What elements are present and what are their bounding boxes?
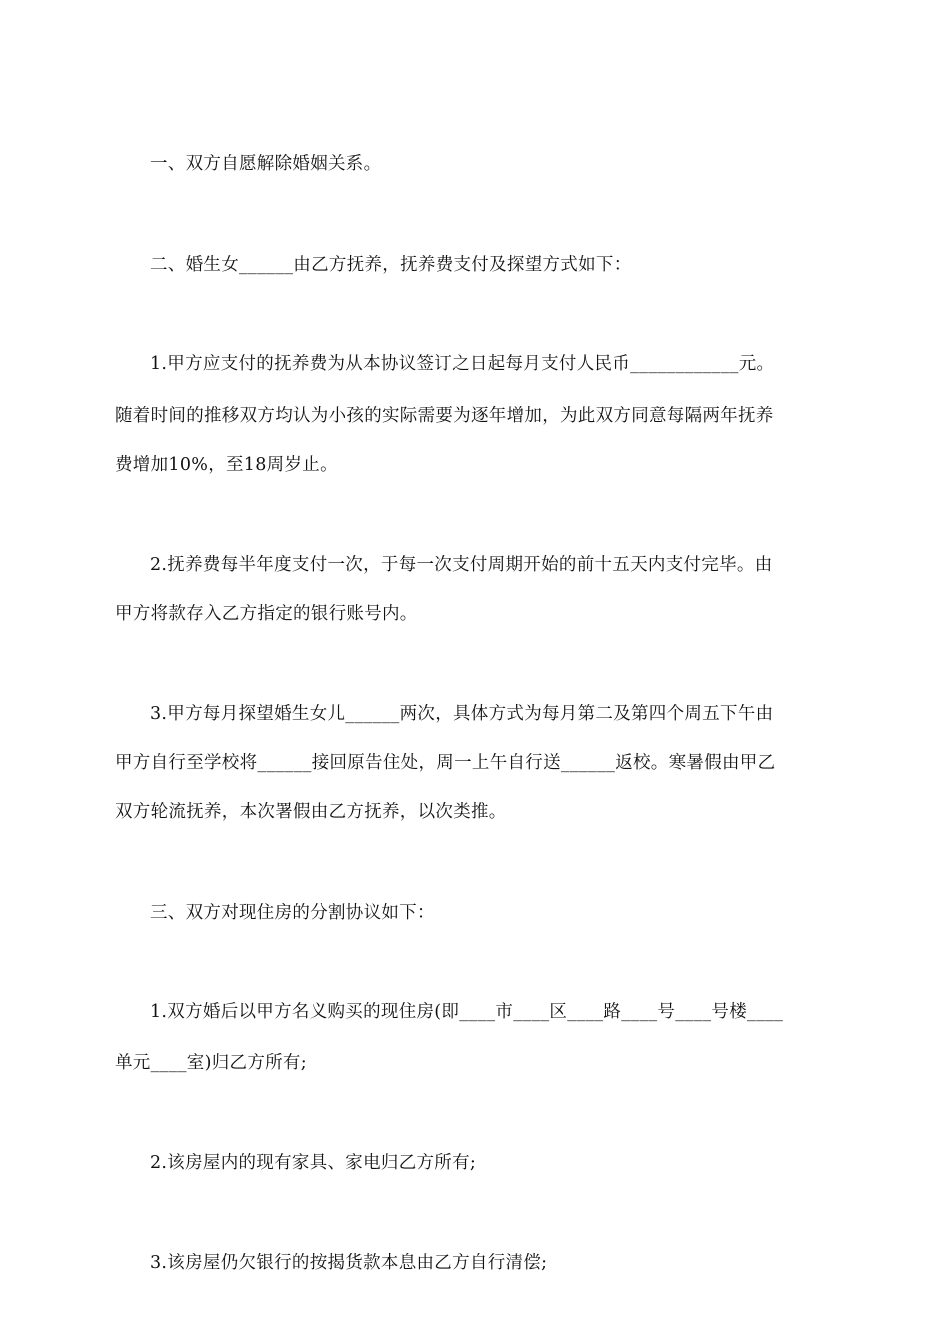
clause-2-1-line-2: 随着时间的推移双方均认为小孩的实际需要为逐年增加，为此双方同意每隔两年抚养: [115, 406, 774, 426]
clause-3-3-line: 3.该房屋仍欠银行的按揭货款本息由乙方自行清偿;: [150, 1253, 548, 1273]
clause-2-1-line-3: 费增加10%，至18周岁止。: [115, 455, 338, 475]
clause-2-3-line-2: 甲方自行至学校将______接回原告住处，周一上午自行送______返校。寒暑假由甲乙: [115, 753, 776, 773]
clause-2-2-line-1: 2.抚养费每半年度支付一次，于每一次支付周期开始的前十五天内支付完毕。由: [150, 555, 773, 575]
clause-3-line: 三、双方对现住房的分割协议如下：: [150, 903, 435, 923]
clause-3-2-line: 2.该房屋内的现有家具、家电归乙方所有;: [150, 1153, 477, 1173]
clause-2-2-line-2: 甲方将款存入乙方指定的银行账号内。: [115, 604, 418, 624]
clause-2-3-line-1: 3.甲方每月探望婚生女儿______两次，具体方式为每月第二及第四个周五下午由: [150, 704, 774, 724]
clause-3-1-line-1: 1.双方婚后以甲方名义购买的现住房(即____市____区____路____号____号楼____: [150, 1002, 784, 1022]
clause-3-1-line-2: 单元____室)归乙方所有;: [115, 1053, 307, 1073]
clause-1-line: 一、双方自愿解除婚姻关系。: [150, 154, 382, 174]
clause-2-3-line-3: 双方轮流抚养，本次署假由乙方抚养，以次类推。: [115, 802, 507, 822]
clause-2-line: 二、婚生女______由乙方抚养，抚养费支付及探望方式如下：: [150, 255, 632, 275]
clause-2-1-line-1: 1.甲方应支付的抚养费为从本协议签订之日起每月支付人民币____________元。: [150, 354, 775, 374]
